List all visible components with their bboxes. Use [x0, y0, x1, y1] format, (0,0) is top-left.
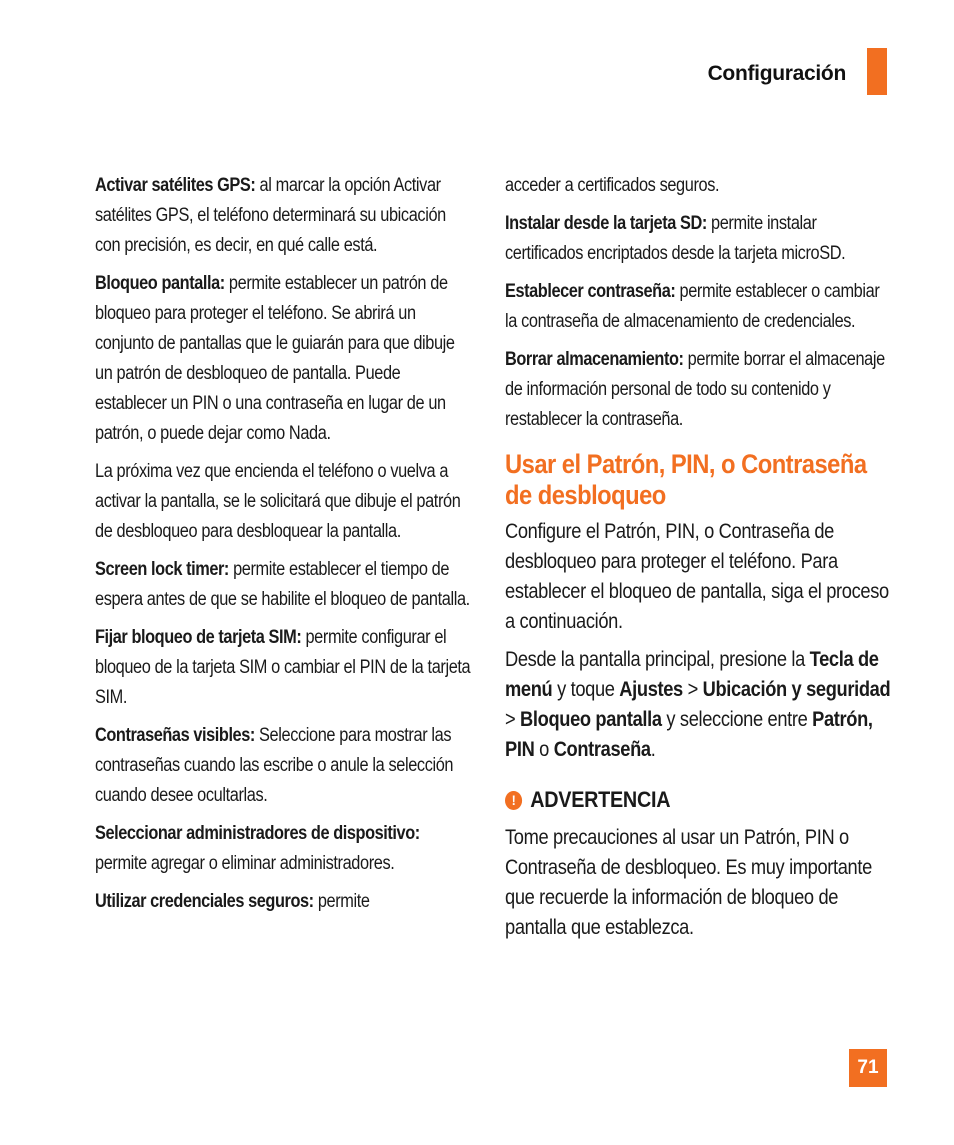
setting-item [95, 457, 474, 547]
step-text: y toque [552, 678, 620, 701]
section-heading: Usar el Patrón, PIN, o Contraseña de desbloqueo [505, 449, 867, 510]
step-text: Desde la pantalla principal, presione la [505, 648, 810, 671]
warning-text: Tome precauciones al usar un Patrón, PIN o Contraseña de desbloqueo. Es muy importante que recuerde la información de bloqueo de pantalla que establezca. [505, 826, 872, 939]
setting-description: permite establecer un patrón de bloqueo para proteger el teléfono. Se abrirá un conjunto de pantallas que le guiarán para que dibuje un patrón de desbloqueo de pantalla. Puede establecer un PIN o una contraseña en lugar de un patrón, o puede dejar como Nada. [95, 273, 455, 444]
section-tab-marker [867, 48, 887, 95]
setting-item [95, 887, 474, 917]
step-text: y seleccione entre [661, 708, 813, 731]
setting-term: Establecer contraseña: [505, 281, 676, 302]
warning-title: ADVERTENCIA [530, 787, 671, 812]
warning-icon: ! [505, 791, 522, 810]
setting-item [95, 171, 474, 261]
setting-term: Utilizar credenciales seguros: [95, 891, 314, 912]
step-text: o [534, 738, 554, 761]
setting-item [505, 171, 894, 201]
setting-description: permite agregar o eliminar administradores. [95, 853, 395, 874]
setting-description: permite [313, 891, 370, 912]
setting-term: Seleccionar administradores de dispositivo: [95, 823, 420, 844]
menu-path-term: Bloqueo pantalla [520, 708, 662, 731]
setting-item [505, 209, 894, 269]
menu-path-term: Ubicación y seguridad [702, 678, 891, 701]
step-text: > [682, 678, 703, 701]
setting-term: Borrar almacenamiento: [505, 349, 684, 370]
setting-term: Bloqueo pantalla: [95, 273, 225, 294]
setting-item [95, 623, 474, 713]
section-title: Configuración [707, 62, 846, 85]
menu-path-term: Contraseña [553, 738, 651, 761]
setting-item [95, 269, 474, 449]
left-column [95, 171, 475, 925]
setting-term: Fijar bloqueo de tarjeta SIM: [95, 627, 302, 648]
setting-item [95, 721, 474, 811]
setting-term: Activar satélites GPS: [95, 175, 256, 196]
setting-description: permite configurar el bloqueo de la tarjeta SIM o cambiar el PIN de la tarjeta SIM. [95, 627, 471, 708]
setting-description: La próxima vez que encienda el teléfono o vuelva a activar la pantalla, se le solicitará que dibuje el patrón de desbloqueo para desbloquear la pantalla. [95, 461, 461, 542]
menu-path-term: Patrón, PIN [505, 708, 873, 761]
section-intro: Configure el Patrón, PIN, o Contraseña de desbloqueo para proteger el teléfono. Para establecer el bloqueo de pantalla, siga el proceso a continuación. [505, 520, 889, 633]
setting-description: al marcar la opción Activar satélites GPS, el teléfono determinará su ubicación con precisión, es decir, en qué calle está. [95, 175, 446, 256]
section-steps [505, 645, 895, 765]
step-text: > [505, 708, 521, 731]
setting-item [505, 277, 894, 337]
setting-item [505, 345, 894, 435]
step-text: . [650, 738, 656, 761]
right-column-list [505, 171, 895, 435]
setting-description: acceder a certificados seguros. [505, 175, 720, 196]
menu-path-term: Tecla de menú [505, 648, 879, 701]
setting-description: permite instalar certificados encriptados desde la tarjeta microSD. [505, 213, 846, 264]
setting-description: Seleccione para mostrar las contraseñas cuando las escribe o anule la selección cuando desee ocultarlas. [95, 725, 454, 806]
page-number: 71 [849, 1049, 887, 1087]
setting-description: permite borrar el almacenaje de información personal de todo su contenido y restablecer la contraseña. [505, 349, 885, 430]
right-column [505, 171, 895, 951]
warning-header [505, 787, 856, 813]
setting-item [95, 819, 474, 879]
setting-term: Screen lock timer: [95, 559, 229, 580]
setting-term: Contraseñas visibles: [95, 725, 255, 746]
setting-description: permite establecer o cambiar la contraseña de almacenamiento de credenciales. [505, 281, 880, 332]
setting-term: Instalar desde la tarjeta SD: [505, 213, 707, 234]
menu-path-term: Ajustes [619, 678, 683, 701]
setting-item [95, 555, 474, 615]
setting-description: permite establecer el tiempo de espera antes de que se habilite el bloqueo de pantalla. [95, 559, 470, 610]
